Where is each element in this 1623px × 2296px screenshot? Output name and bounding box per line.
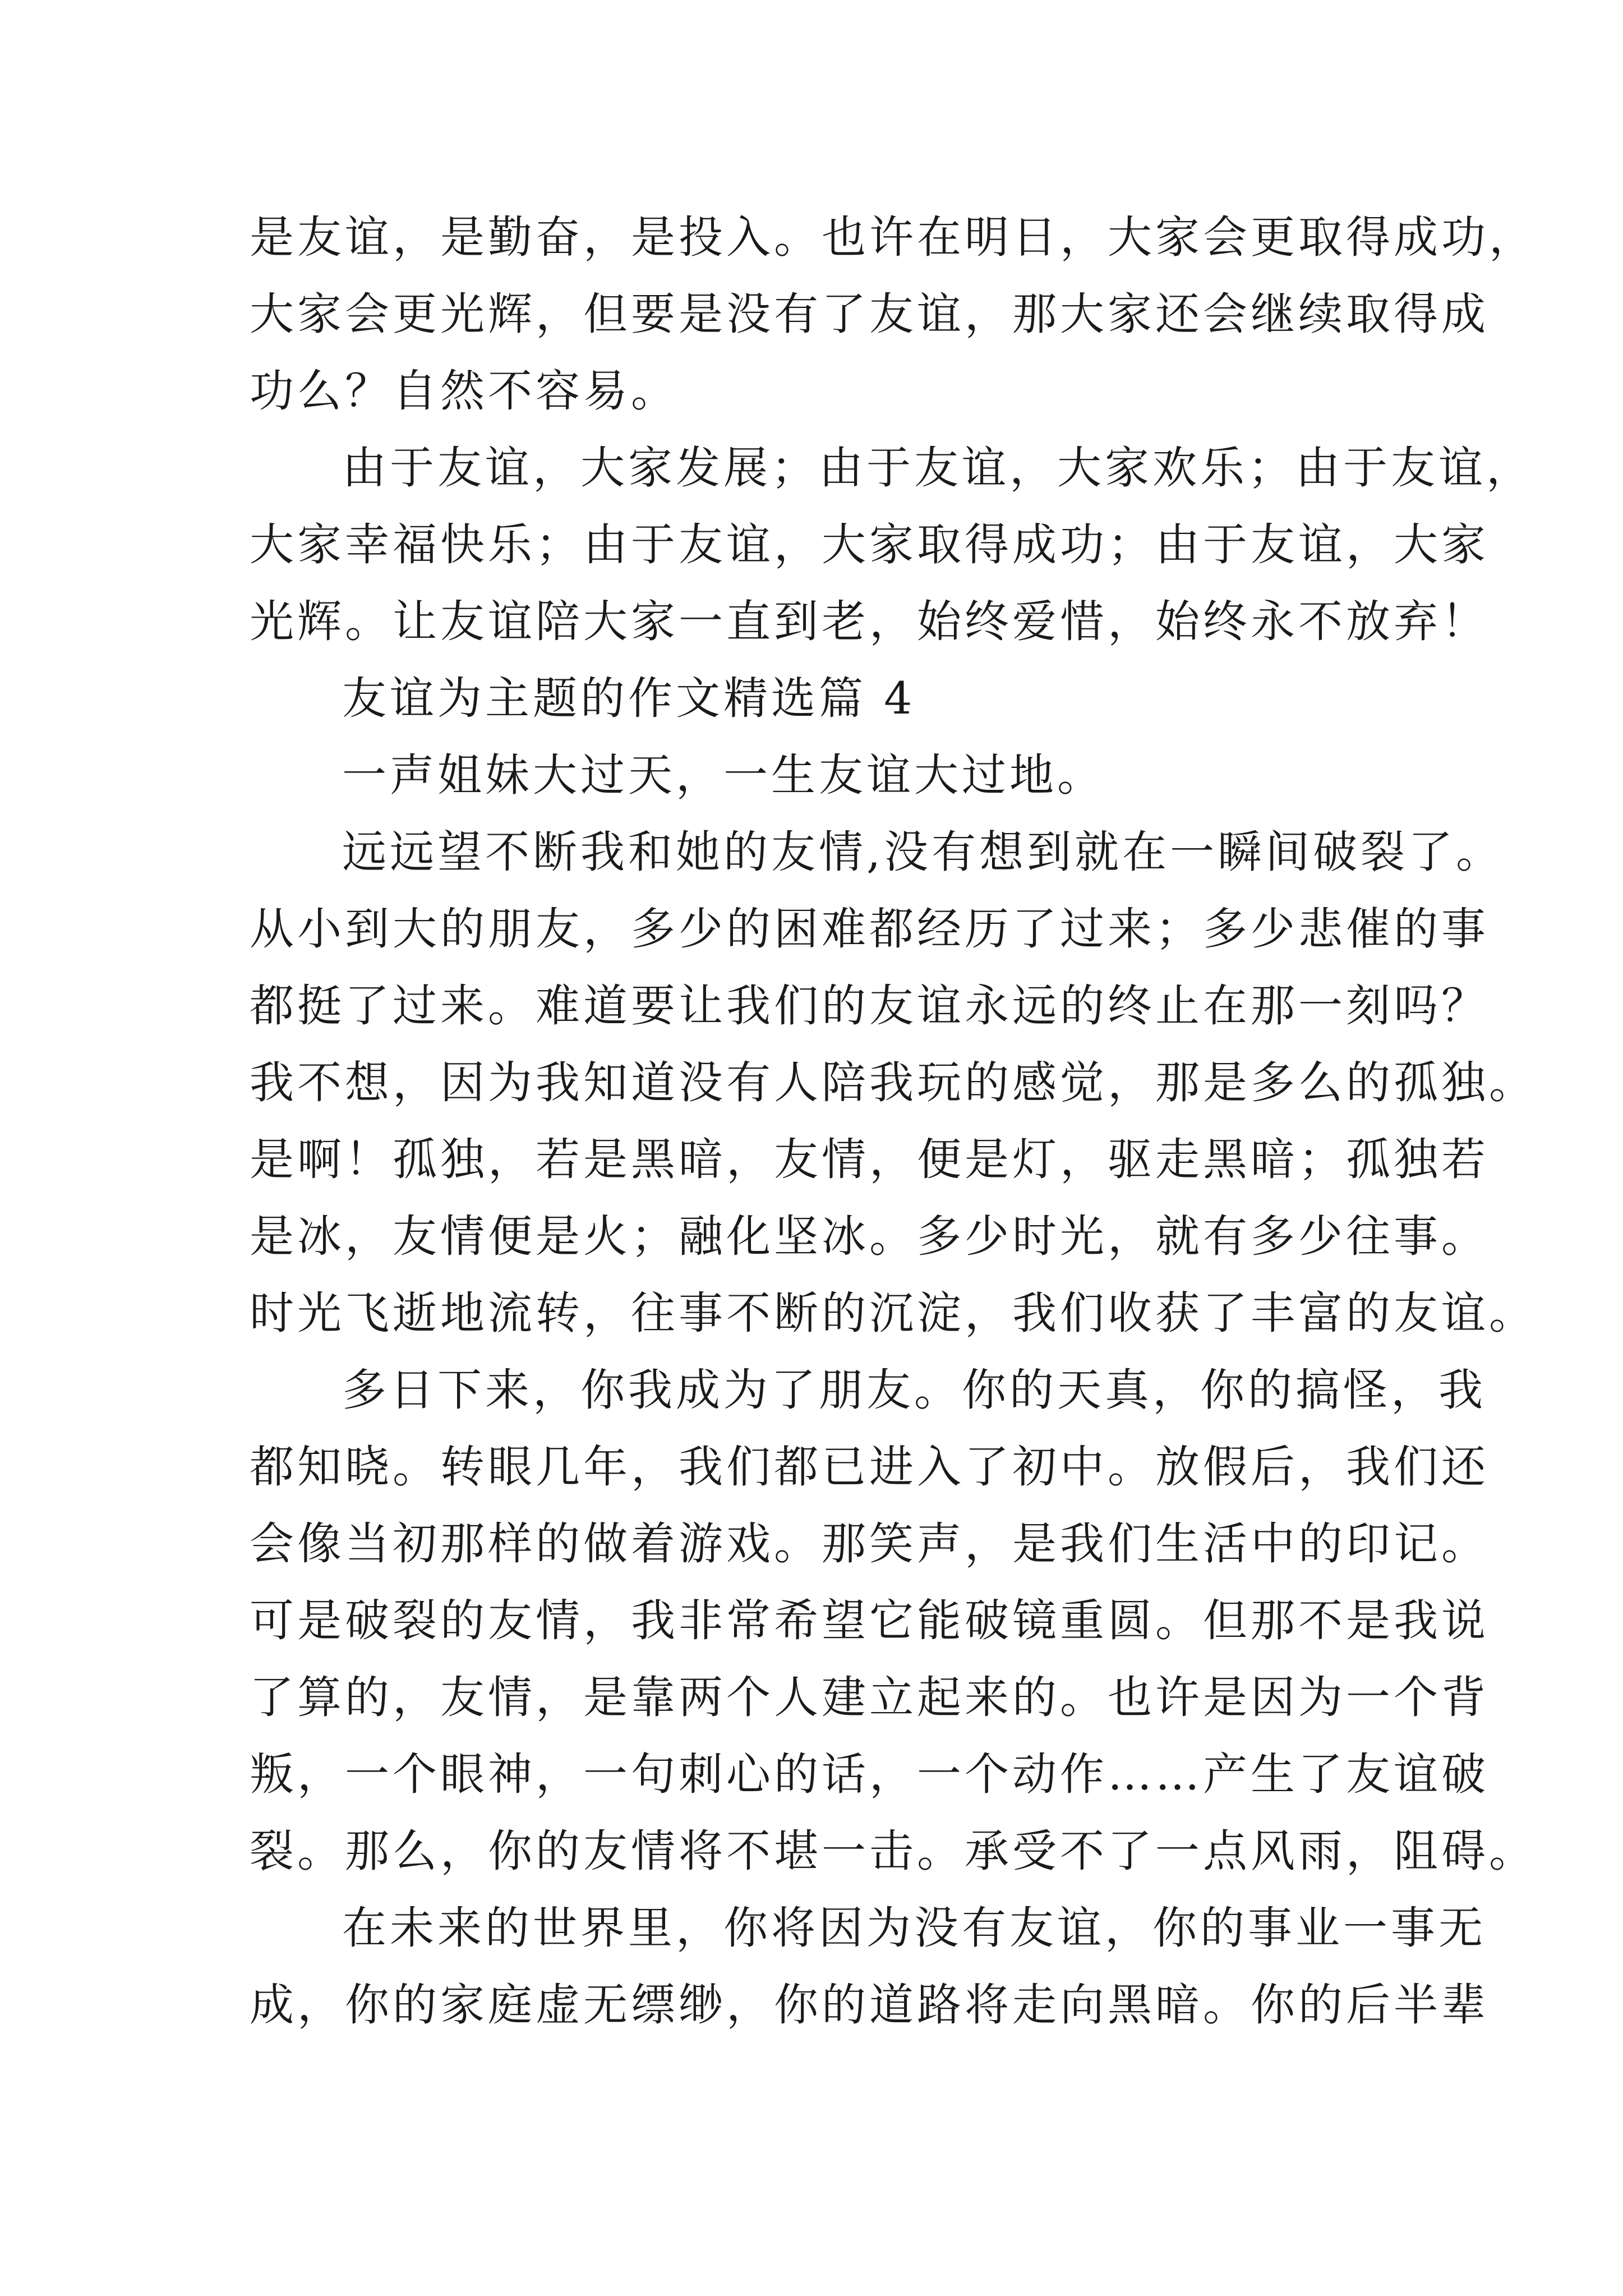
text-line: 都知晓。转眼几年，我们都已进入了初中。放假后，我们还 xyxy=(250,1441,1489,1493)
text-line: 大家幸福快乐；由于友谊，大家取得成功；由于友谊，大家 xyxy=(250,519,1489,570)
text-line: 会像当初那样的做着游戏。那笑声，是我们生活中的印记。 xyxy=(250,1518,1489,1570)
text-line: 成，你的家庭虚无缥缈，你的道路将走向黑暗。你的后半辈 xyxy=(250,1979,1489,2031)
text-line: 时光飞逝地流转，往事不断的沉淀，我们收获了丰富的友谊。 xyxy=(250,1287,1537,1339)
paragraph-start-line: 多日下来，你我成为了朋友。你的天真，你的搞怪，我 xyxy=(342,1364,1486,1416)
text-line: 可是破裂的友情，我非常希望它能破镜重圆。但那不是我说 xyxy=(250,1595,1489,1646)
text-line: 是冰，友情便是火；融化坚冰。多少时光，就有多少往事。 xyxy=(250,1211,1489,1262)
paragraph-start-line: 由于友谊，大家发展；由于友谊，大家欢乐；由于友谊， xyxy=(342,442,1534,494)
paragraph-start-line: 在未来的世界里，你将因为没有友谊，你的事业一事无 xyxy=(342,1902,1486,1954)
text-line: 功么？自然不容易。 xyxy=(250,365,679,417)
text-line: 叛，一个眼神，一句刺心的话，一个动作……产生了友谊破 xyxy=(250,1749,1489,1800)
text-line: 大家会更光辉，但要是没有了友谊，那大家还会继续取得成 xyxy=(250,288,1489,340)
paragraph-start-line: 一声姐妹大过天，一生友谊大过地。 xyxy=(342,749,1105,801)
body-text xyxy=(250,199,1537,2044)
text-line: 裂。那么，你的友情将不堪一击。承受不了一点风雨，阻碍。 xyxy=(250,1825,1537,1877)
text-line: 都挺了过来。难道要让我们的友谊永远的终止在那一刻吗？ xyxy=(250,980,1489,1032)
text-line: 光辉。让友谊陪大家一直到老，始终爱惜，始终永不放弃！ xyxy=(250,596,1489,647)
text-line: 是友谊，是勤奋，是投入。也许在明日，大家会更取得成功， xyxy=(250,211,1537,263)
text-line: 从小到大的朋友，多少的困难都经历了过来；多少悲催的事 xyxy=(250,903,1489,955)
text-line: 我不想，因为我知道没有人陪我玩的感觉，那是多么的孤独。 xyxy=(250,1057,1537,1108)
text-line: 是啊！孤独，若是黑暗，友情，便是灯，驱走黑暗；孤独若 xyxy=(250,1134,1489,1185)
text-line: 了算的，友情，是靠两个人建立起来的。也许是因为一个背 xyxy=(250,1672,1489,1723)
paragraph-start-line: 远远望不断我和她的友情,没有想到就在一瞬间破裂了。 xyxy=(342,826,1504,878)
section-heading: 友谊为主题的作文精选篇 4 xyxy=(342,673,916,724)
